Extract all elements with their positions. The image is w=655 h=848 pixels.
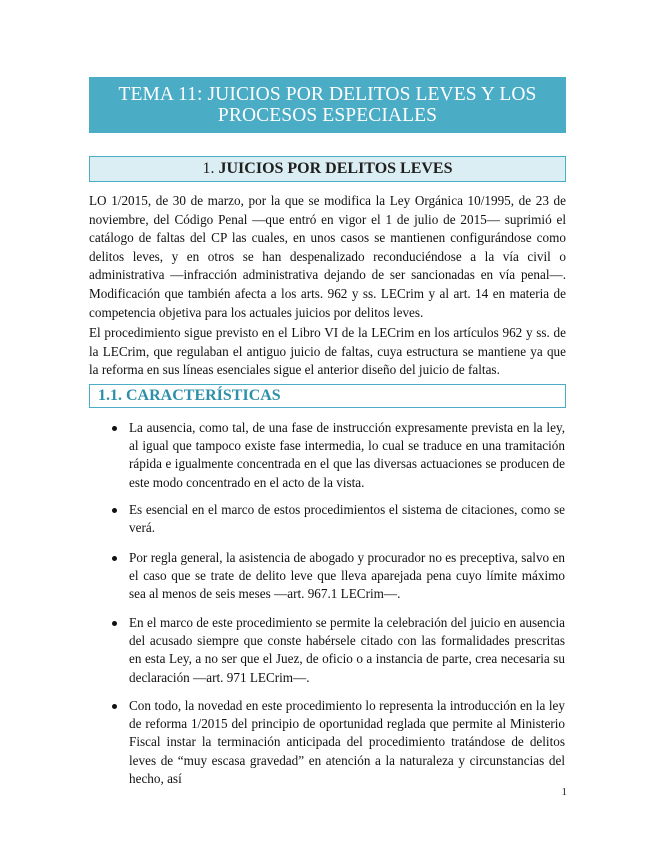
- paragraph-intro: LO 1/2015, de 30 de marzo, por la que se modifica la Ley Orgánica 10/1995, de 23 de noviembre, del Código Penal —que entró en vigor el 1 de julio de 2015— suprimió el catálogo de faltas del CP las cuales, en unos casos se mantienen configurándose como delitos leves, y en otros se han despenalizado reconduciéndose a la vía civil o administrativa —infracción administrativa dejando de ser sancionadas en vía penal—. Modificación que también afecta a los arts. 962 y ss. LECrim y al art. 14 en materia de competencia objetiva para los actuales juicios por delitos leves.: [89, 193, 566, 320]
- document-title: TEMA 11: JUICIOS POR DELITOS LEVES Y LOS PROCESOS ESPECIALES: [89, 77, 566, 133]
- list-item: [129, 501, 565, 537]
- bullet-icon: [112, 621, 117, 626]
- list-item-text: Por regla general, la asistencia de abogado y procurador no es preceptiva, salvo en el caso que se trate de delito leve que lleva aparejada pena cuyo límite máximo sea al menos de seis meses —art. 967.1 LECrim—.: [129, 550, 565, 602]
- section-number: 1.: [202, 160, 215, 177]
- list-item-text: En el marco de este procedimiento se permite la celebración del juicio en ausencia del acusado siempre que conste habérsele citado con las formalidades prescritas en esta Ley, a no ser que el Juez, de oficio o a instancia de parte, crea necesaria su declaración —art. 971 LECrim—.: [129, 615, 565, 685]
- bullet-icon: [112, 704, 117, 709]
- list-item: [129, 419, 565, 492]
- bullet-icon: [112, 426, 117, 431]
- page-number: 1: [561, 786, 567, 798]
- list-item-text: La ausencia, como tal, de una fase de instrucción expresamente prevista en la ley, al igual que tampoco existe fase intermedia, lo cual se traduce en una tramitación rápida e igualmente concentrada en el que las diversas actuaciones se producen de este modo concentrado en el acto de la vista.: [129, 420, 565, 490]
- section-heading: [89, 156, 566, 182]
- list-item: [129, 549, 565, 604]
- subsection-heading: 1.1. CARACTERÍSTICAS: [89, 384, 566, 408]
- list-item-text: Con todo, la novedad en este procedimiento lo representa la introducción en la ley de reforma 1/2015 del principio de oportunidad reglada que permite al Ministerio Fiscal instar la terminación anticipada del procedimiento tratándose de delitos leves de “muy escasa gravedad” en atención a la naturaleza y circunstancias del hecho, así: [129, 698, 565, 786]
- list-item: [129, 697, 565, 788]
- bullet-icon: [112, 556, 117, 561]
- list-item: [129, 614, 565, 687]
- paragraph-procedure: El procedimiento sigue previsto en el Libro VI de la LECrim en los artículos 962 y ss. de la LECrim, que regulaban el antiguo juicio de faltas, cuya estructura se mantiene ya que la reforma en sus líneas esenciales sigue el anterior diseño del juicio de faltas.: [89, 325, 566, 378]
- section-title: JUICIOS POR DELITOS LEVES: [218, 160, 453, 177]
- bullet-icon: [112, 508, 117, 513]
- list-item-text: Es esencial en el marco de estos procedimientos el sistema de citaciones, como se verá.: [129, 502, 565, 536]
